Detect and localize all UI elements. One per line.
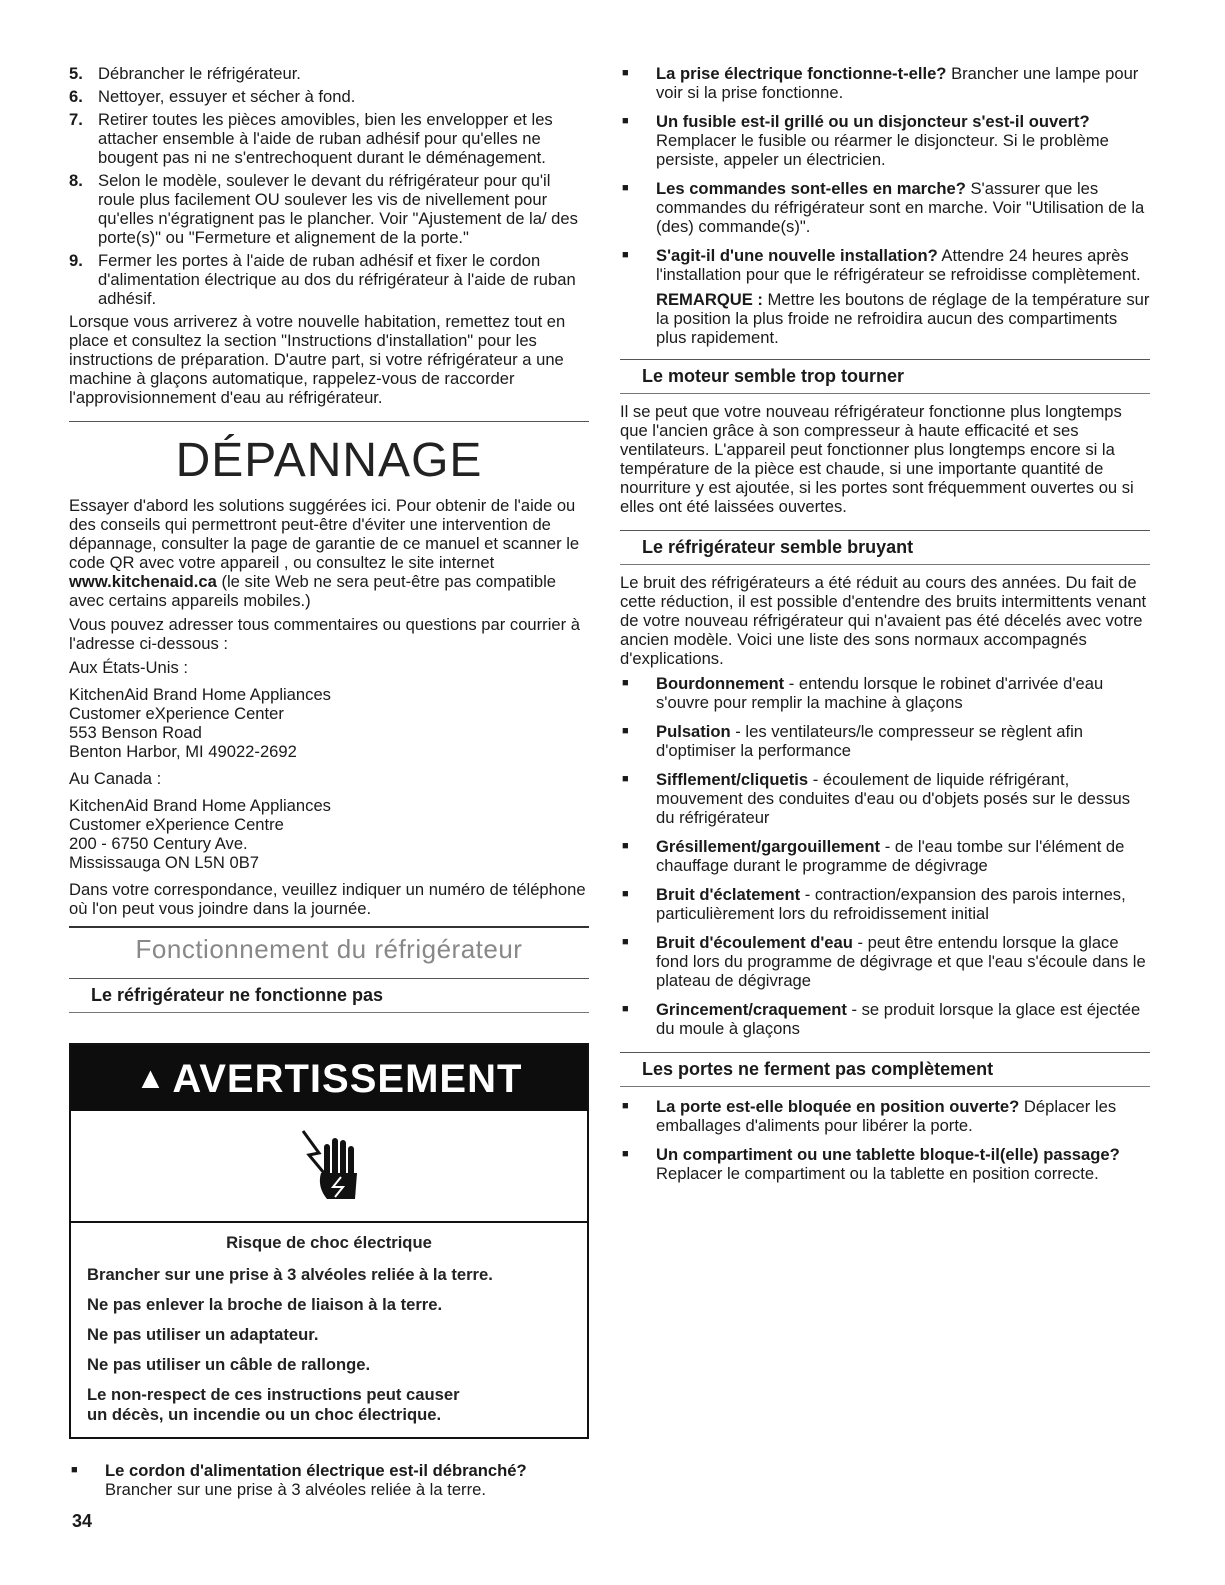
right-column [620, 64, 1150, 1193]
us-label: Aux États-Unis : [69, 658, 188, 677]
door-item: ■ Un compartiment ou une tablette bloque-t-il(elle) passage? Replacer le compartiment ou la tablette en position correcte. [622, 1145, 1120, 1183]
motor-paragraph: Il se peut que votre nouveau réfrigérateur fonctionne plus longtemps que l'ancien grâce à son compresseur à haute efficacité et ses ventilateurs. L'appareil peut fonctionner plus longtemps encore si la température de la pièce est chaude, si une importante quantité de nourriture y est ajoutée, si les portes sont fréquemment ouvertes ou si elles ont été laissées ouvertes. [620, 402, 1134, 516]
bullet-icon: ■ [622, 773, 629, 785]
door-item: ■ La porte est-elle bloquée en position ouverte? Déplacer les emballages d'aliments pour libérer la porte. [622, 1097, 1117, 1135]
sound-item: ■ Bourdonnement - entendu lorsque le robinet d'arrivée d'eau s'ouvre pour remplir la machine à glaçons [622, 674, 1104, 712]
warning-line: Ne pas utiliser un câble de rallonge. [87, 1355, 371, 1374]
warning-header: ▲ AVERTISSEMENT [71, 1045, 587, 1111]
bullet-icon: ■ [622, 840, 629, 852]
page-number: 34 [72, 1511, 93, 1531]
warning-line: Ne pas utiliser un adaptateur. [87, 1325, 319, 1344]
warning-triangle-icon: ▲ [135, 1062, 167, 1095]
bullet-icon: ■ [622, 936, 629, 948]
sound-item: ■ Sifflement/cliquetis - écoulement de liquide réfrigérant, mouvement des conduites d'eau ou d'objets posés sur le dessus du réfrigérateur [622, 770, 1131, 827]
us-address-line: 553 Benson Road [69, 723, 202, 742]
subsection-title: Le réfrigérateur semble bruyant [620, 531, 1150, 565]
cord-check: ■ Le cordon d'alimentation électrique est-il débranché? Brancher sur une prise à 3 alvéoles reliée à la terre. [71, 1461, 527, 1499]
us-address-line: Benton Harbor, MI 49022-2692 [69, 742, 297, 761]
sound-item: ■ Grésillement/gargouillement - de l'eau tombe sur l'élément de chauffage durant le programme de dégivrage [622, 837, 1125, 875]
noisy-paragraph: Le bruit des réfrigérateurs a été réduit au cours des années. Du fait de cette réduction, il est possible d'entendre des bruits intermittents venant de votre nouveau réfrigérateur qui n'avaient pas été décelés avec votre ancien modèle. Voici une liste des sons normaux accompagnés d'explications. [620, 573, 1147, 668]
bullet-icon: ■ [71, 1464, 78, 1476]
subsection-title: Le réfrigérateur ne fonctionne pas [69, 979, 589, 1013]
website-link[interactable]: www.kitchenaid.ca [69, 572, 217, 591]
check-item: ■ Un fusible est-il grillé ou un disjoncteur s'est-il ouvert? Remplacer le fusible ou réarmer le disjoncteur. Si le problème persiste, appeler un électricien. [622, 112, 1109, 169]
sound-item: ■ Grincement/craquement - se produit lorsque la glace est éjectée du moule à glaçons [622, 1000, 1141, 1038]
step-5: 5. Débrancher le réfrigérateur. [69, 64, 301, 83]
ca-address-line: 200 - 6750 Century Ave. [69, 834, 248, 853]
note-paragraph: REMARQUE : Mettre les boutons de réglage de la température sur la position la plus froide ne refroidira aucun des compartiments plus rapidement. [656, 290, 1150, 347]
contact-paragraph: Vous pouvez adresser tous commentaires ou questions par courrier à l'adresse ci-dessous : [69, 615, 580, 653]
warning-text [71, 1223, 587, 1437]
bullet-icon: ■ [622, 67, 629, 79]
warning-line: Brancher sur une prise à 3 alvéoles reliée à la terre. [87, 1265, 493, 1284]
ca-address-line: Customer eXperience Centre [69, 815, 284, 834]
intro-paragraph: Essayer d'abord les solutions suggérées ici. Pour obtenir de l'aide ou des conseils qui permettront peut-être d'éviter une intervention de dépannage, consulter la page de garantie de ce manuel et scanner le code QR avec votre appareil , ou consultez le site internet www.kitchenaid.ca (le site Web ne sera peut-être pas compatible avec certains appareils mobiles.) [69, 496, 580, 610]
bullet-icon: ■ [622, 725, 629, 737]
subsection-title: Les portes ne ferment pas complètement [620, 1053, 1150, 1087]
sound-item: ■ Pulsation - les ventilateurs/le compresseur se règlent afin d'optimiser la performance [622, 722, 1084, 760]
bullet-icon: ■ [622, 182, 629, 194]
check-item: ■ La prise électrique fonctionne-t-elle? Brancher une lampe pour voir si la prise fonctionne. [622, 64, 1139, 102]
ca-address-line: KitchenAid Brand Home Appliances [69, 796, 331, 815]
bullet-icon: ■ [622, 1148, 629, 1160]
phone-paragraph: Dans votre correspondance, veuillez indiquer un numéro de téléphone où l'on peut vous joindre dans la journée. [69, 880, 586, 918]
us-address-line: Customer eXperience Center [69, 704, 284, 723]
divider [69, 926, 589, 928]
sound-item: ■ Bruit d'éclatement - contraction/expansion des parois internes, particulièrement lors du refroidissement initial [622, 885, 1126, 923]
bullet-icon: ■ [622, 115, 629, 127]
shock-hazard-icon [71, 1111, 587, 1223]
address-block [69, 658, 589, 880]
warning-line: Ne pas enlever la broche de liaison à la terre. [87, 1295, 443, 1314]
ca-address-line: Mississauga ON L5N 0B7 [69, 853, 259, 872]
step-9: 9. Fermer les portes à l'aide de ruban adhésif et fixer le cordon d'alimentation électrique au dos du réfrigérateur à l'aide de ruban adhésif. [69, 251, 576, 308]
warning-box [69, 1043, 589, 1439]
page-title: DÉPANNAGE [175, 434, 483, 487]
step-8: 8. Selon le modèle, soulever le devant du réfrigérateur pour qu'il roule plus facilement OU soulever les vis de nivellement pour qu'elles n'égratignent pas le plancher. Voir "Ajustement de la/ des porte(s)" ou "Fermeture et alignement de la porte." [69, 171, 578, 247]
ca-label: Au Canada : [69, 769, 162, 788]
us-address-line: KitchenAid Brand Home Appliances [69, 685, 331, 704]
section-title: Fonctionnement du réfrigérateur [135, 934, 523, 964]
bullet-icon: ■ [622, 677, 629, 689]
step-6: 6. Nettoyer, essuyer et sécher à fond. [69, 87, 356, 106]
sound-item: ■ Bruit d'écoulement d'eau - peut être entendu lorsque la glace fond lors du programme de dégivrage et que l'eau s'écoule dans le plateau de dégivrage [622, 933, 1146, 990]
warning-risk: Risque de choc électrique [226, 1233, 432, 1252]
left-column [69, 64, 589, 1509]
bullet-icon: ■ [622, 1100, 629, 1112]
bullet-icon: ■ [622, 1003, 629, 1015]
move-paragraph: Lorsque vous arriverez à votre nouvelle habitation, remettez tout en place et consultez la section "Instructions d'installation" pour les instructions de préparation. D'autre part, si votre réfrigérateur a une machine à glaçons automatique, rappelez-vous de raccorder l'approvisionnement d'eau au réfrigérateur. [69, 312, 566, 407]
divider [69, 421, 589, 422]
check-item: ■ S'agit-il d'une nouvelle installation? Attendre 24 heures après l'installation pour que le réfrigérateur se refroidisse complètement. [622, 246, 1141, 284]
bullet-icon: ■ [622, 249, 629, 261]
check-item: ■ Les commandes sont-elles en marche? S'assurer que les commandes du réfrigérateur sont en marche. Voir "Utilisation de la (des) commande(s)". [622, 179, 1145, 236]
subsection-title: Le moteur semble trop tourner [620, 360, 1150, 394]
warning-consequence: Le non-respect de ces instructions peut causer un décès, un incendie ou un choc électrique. [87, 1385, 460, 1424]
step-7: 7. Retirer toutes les pièces amovibles, bien les envelopper et les attacher ensemble à l'aide de ruban adhésif pour qu'elles ne bougent pas ni ne s'entrechoquent durant le déménagement. [69, 110, 553, 167]
bullet-icon: ■ [622, 888, 629, 900]
